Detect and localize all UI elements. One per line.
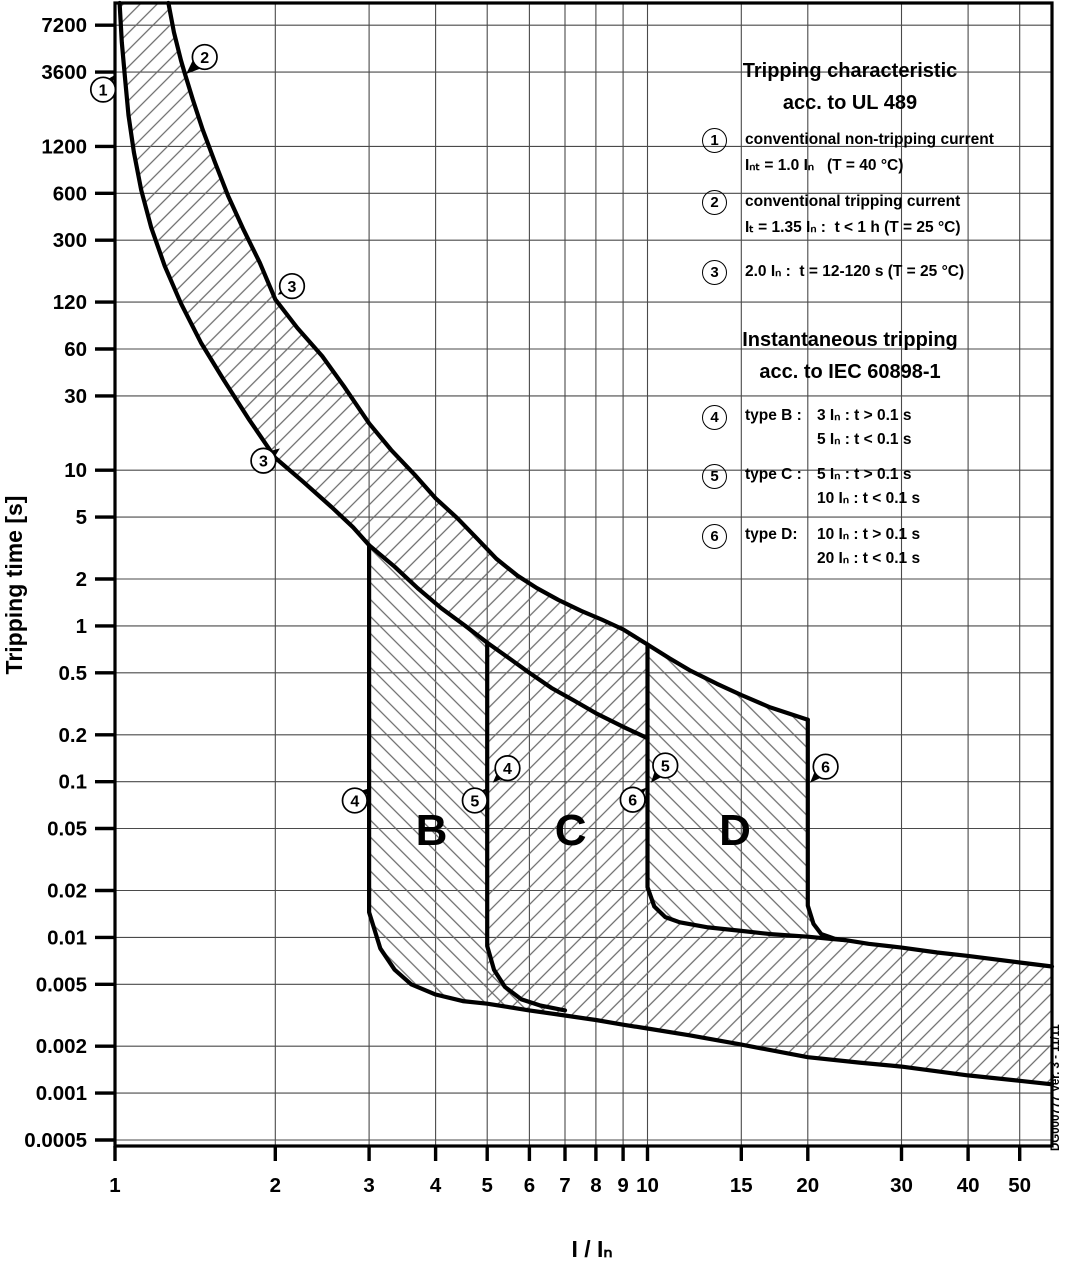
callout-marker-3: 3	[702, 260, 727, 285]
svg-text:120: 120	[52, 291, 87, 315]
x-axis-title: I / Iₙ	[571, 1236, 613, 1262]
type-b-spec-1: 3 Iₙ : t > 0.1 s	[817, 407, 912, 424]
legend-item-5	[650, 463, 1060, 511]
svg-text:5: 5	[470, 793, 480, 811]
svg-text:0.2: 0.2	[58, 723, 87, 747]
svg-text:9: 9	[617, 1174, 629, 1197]
document-reference-note: DG000777 Ver. 3 - 11/11	[1050, 1024, 1062, 1151]
svg-text:600: 600	[52, 182, 87, 206]
svg-text:15: 15	[729, 1174, 753, 1197]
type-c-label: type C :	[745, 466, 802, 483]
svg-text:3: 3	[287, 279, 297, 297]
svg-text:4: 4	[350, 793, 360, 811]
svg-text:30: 30	[64, 384, 87, 408]
zone-label-B: B	[415, 806, 448, 856]
legend-item-1	[650, 127, 1060, 179]
svg-text:10: 10	[64, 459, 87, 483]
legend-item-3-formula: 2.0 Iₙ : t = 12-120 s (T = 25 °C)	[745, 263, 965, 280]
svg-text:7: 7	[559, 1174, 571, 1197]
svg-text:1: 1	[98, 82, 108, 100]
svg-text:6: 6	[523, 1174, 536, 1197]
svg-text:1: 1	[109, 1174, 121, 1197]
svg-text:7200: 7200	[41, 14, 87, 38]
svg-text:60: 60	[64, 338, 87, 361]
callout-marker-4: 4	[702, 405, 727, 430]
legend-item-2	[650, 189, 1060, 241]
type-d-spec-1: 10 Iₙ : t > 0.1 s	[817, 526, 921, 543]
svg-text:4: 4	[503, 761, 512, 779]
svg-text:6: 6	[821, 759, 831, 777]
svg-text:0.002: 0.002	[35, 1035, 87, 1059]
y-axis-title: Tripping time [s]	[1, 495, 27, 675]
svg-text:0.01: 0.01	[47, 926, 87, 950]
svg-text:6: 6	[628, 792, 638, 810]
svg-text:3: 3	[363, 1174, 375, 1197]
iec-section-title	[650, 324, 1050, 388]
svg-text:2: 2	[200, 50, 210, 67]
ul-title-line2: acc. to UL 489	[782, 92, 918, 114]
legend-item-1-formula: Iₙₜ = 1.0 Iₙ (T = 40 °C)	[745, 157, 904, 174]
type-c-spec-2: 10 Iₙ : t < 0.1 s	[817, 490, 921, 507]
legend-item-3	[650, 259, 1060, 285]
svg-text:1200: 1200	[41, 135, 87, 159]
legend-item-4	[650, 404, 1060, 452]
svg-text:50: 50	[1008, 1174, 1032, 1197]
svg-text:40: 40	[956, 1174, 980, 1197]
ul-section-title	[650, 55, 1050, 119]
legend-item-2-formula: Iₜ = 1.35 Iₙ : t < 1 h (T = 25 °C)	[745, 219, 961, 236]
svg-text:3: 3	[258, 453, 268, 471]
callout-marker-5: 5	[702, 464, 727, 489]
legend-item-2-text: conventional tripping current	[745, 193, 961, 210]
callout-marker-6: 6	[702, 524, 727, 549]
svg-text:8: 8	[590, 1174, 602, 1197]
svg-text:300: 300	[52, 229, 87, 253]
svg-text:2: 2	[269, 1174, 282, 1197]
svg-text:0.02: 0.02	[47, 879, 87, 903]
svg-text:5: 5	[660, 758, 670, 776]
svg-text:0.5: 0.5	[58, 661, 87, 685]
legend-item-1-text: conventional non-tripping current	[745, 131, 994, 148]
svg-text:10: 10	[636, 1174, 659, 1197]
svg-text:0.05: 0.05	[47, 817, 87, 841]
svg-text:0.1: 0.1	[58, 770, 87, 794]
type-c-spec-1: 5 Iₙ : t > 0.1 s	[817, 466, 912, 483]
callout-marker-1: 1	[702, 128, 727, 153]
svg-text:1: 1	[75, 614, 87, 638]
type-d-label: type D:	[745, 526, 798, 543]
svg-text:0.001: 0.001	[35, 1082, 87, 1106]
zone-label-C: C	[554, 806, 587, 856]
ul-title-line1: Tripping characteristic	[742, 60, 958, 82]
callout-marker-2: 2	[702, 190, 727, 215]
iec-title-line1: Instantaneous tripping	[742, 329, 958, 351]
iec-title-line2: acc. to IEC 60898-1	[759, 361, 941, 383]
svg-text:0.0005: 0.0005	[24, 1129, 87, 1152]
svg-text:20: 20	[796, 1174, 820, 1197]
svg-text:0.005: 0.005	[35, 973, 87, 997]
svg-text:30: 30	[890, 1174, 913, 1197]
svg-text:4: 4	[429, 1174, 442, 1197]
svg-text:5: 5	[75, 506, 87, 530]
type-b-label: type B :	[745, 407, 802, 424]
svg-text:3600: 3600	[41, 61, 87, 85]
svg-text:5: 5	[481, 1174, 493, 1197]
legend-item-6	[650, 523, 1060, 571]
legend-panel	[650, 0, 1060, 620]
zone-label-D: D	[719, 806, 751, 856]
type-d-spec-2: 20 Iₙ : t < 0.1 s	[817, 550, 921, 567]
svg-text:2: 2	[75, 568, 87, 591]
type-b-spec-2: 5 Iₙ : t < 0.1 s	[817, 431, 912, 448]
